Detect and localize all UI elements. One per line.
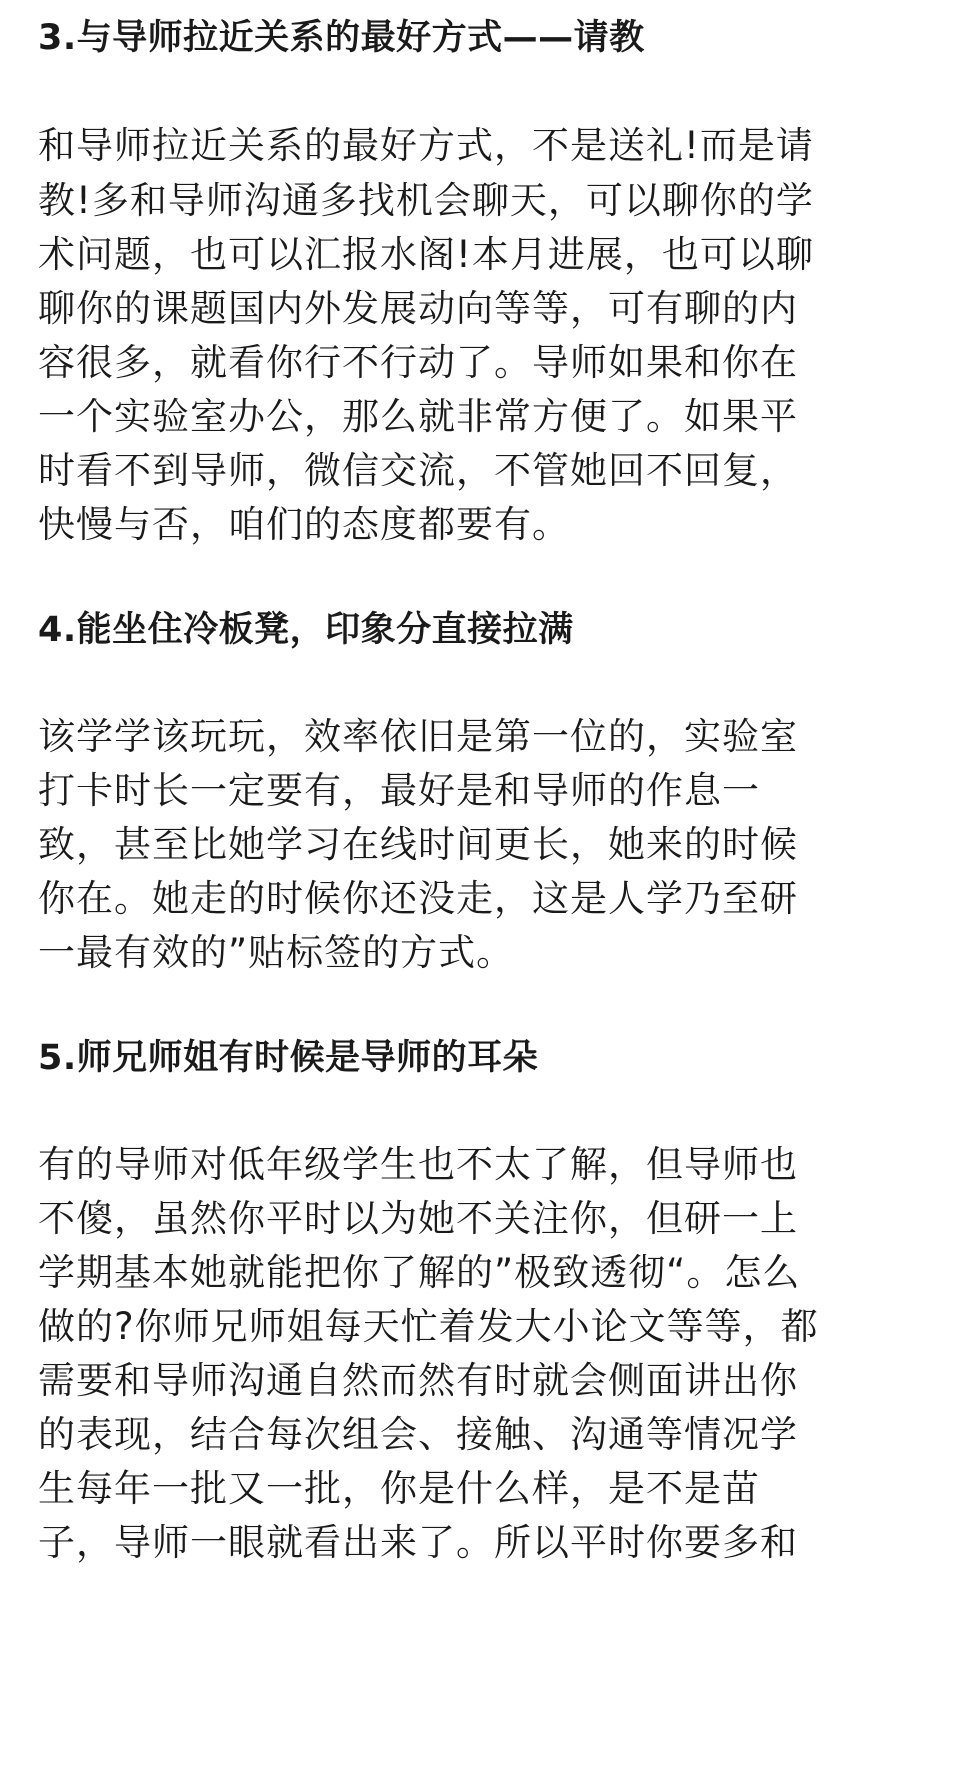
- section-5-heading: 5.师兄师姐有时候是导师的耳朵: [38, 1038, 539, 1078]
- section-5-line: 有的导师对低年级学生也不太了解，但导师也: [38, 1143, 798, 1186]
- section-3-line: 教!多和导师沟通多找机会聊天，可以聊你的学: [38, 179, 814, 222]
- section-3-line: 术问题，也可以汇报水阁!本月进展，也可以聊: [38, 233, 814, 276]
- section-5-line: 的表现，结合每次组会、接触、沟通等情况学: [38, 1413, 798, 1456]
- section-3-line: 时看不到导师，微信交流，不管她回不回复，: [38, 449, 798, 492]
- section-5-line: 子，导师一眼就看出来了。所以平时你要多和: [38, 1521, 798, 1564]
- section-3-line: 容很多，就看你行不行动了。导师如果和你在: [38, 341, 798, 384]
- section-3-line: 快慢与否，咱们的态度都要有。: [38, 503, 570, 546]
- section-4-line: 致，甚至比她学习在线时间更长，她来的时候: [38, 823, 798, 866]
- section-4-line: 你在。她走的时候你还没走，这是人学乃至研: [38, 877, 798, 920]
- section-5-line: 生每年一批又一批，你是什么样，是不是苗: [38, 1467, 760, 1510]
- section-3-line: 和导师拉近关系的最好方式，不是送礼!而是请: [38, 124, 814, 167]
- section-5-line: 做的?你师兄师姐每天忙着发大小论文等等，都: [38, 1305, 819, 1348]
- section-4-heading: 4.能坐住冷板凳，印象分直接拉满: [38, 610, 574, 650]
- section-4-line: 一最有效的”贴标签的方式。: [38, 931, 515, 974]
- section-4-line: 打卡时长一定要有，最好是和导师的作息一: [38, 769, 760, 812]
- section-4-line: 该学学该玩玩，效率依旧是第一位的，实验室: [38, 715, 798, 758]
- section-5-line: 学期基本她就能把你了解的”极致透彻“。怎么: [38, 1251, 801, 1294]
- section-3-heading: 3.与导师拉近关系的最好方式——请教: [38, 18, 645, 58]
- section-3-line: 一个实验室办公，那么就非常方便了。如果平: [38, 395, 798, 438]
- section-3-line: 聊你的课题国内外发展动向等等，可有聊的内: [38, 287, 798, 330]
- section-5-line: 需要和导师沟通自然而然有时就会侧面讲出你: [38, 1359, 798, 1402]
- section-5-line: 不傻，虽然你平时以为她不关注你，但研一上: [38, 1197, 798, 1240]
